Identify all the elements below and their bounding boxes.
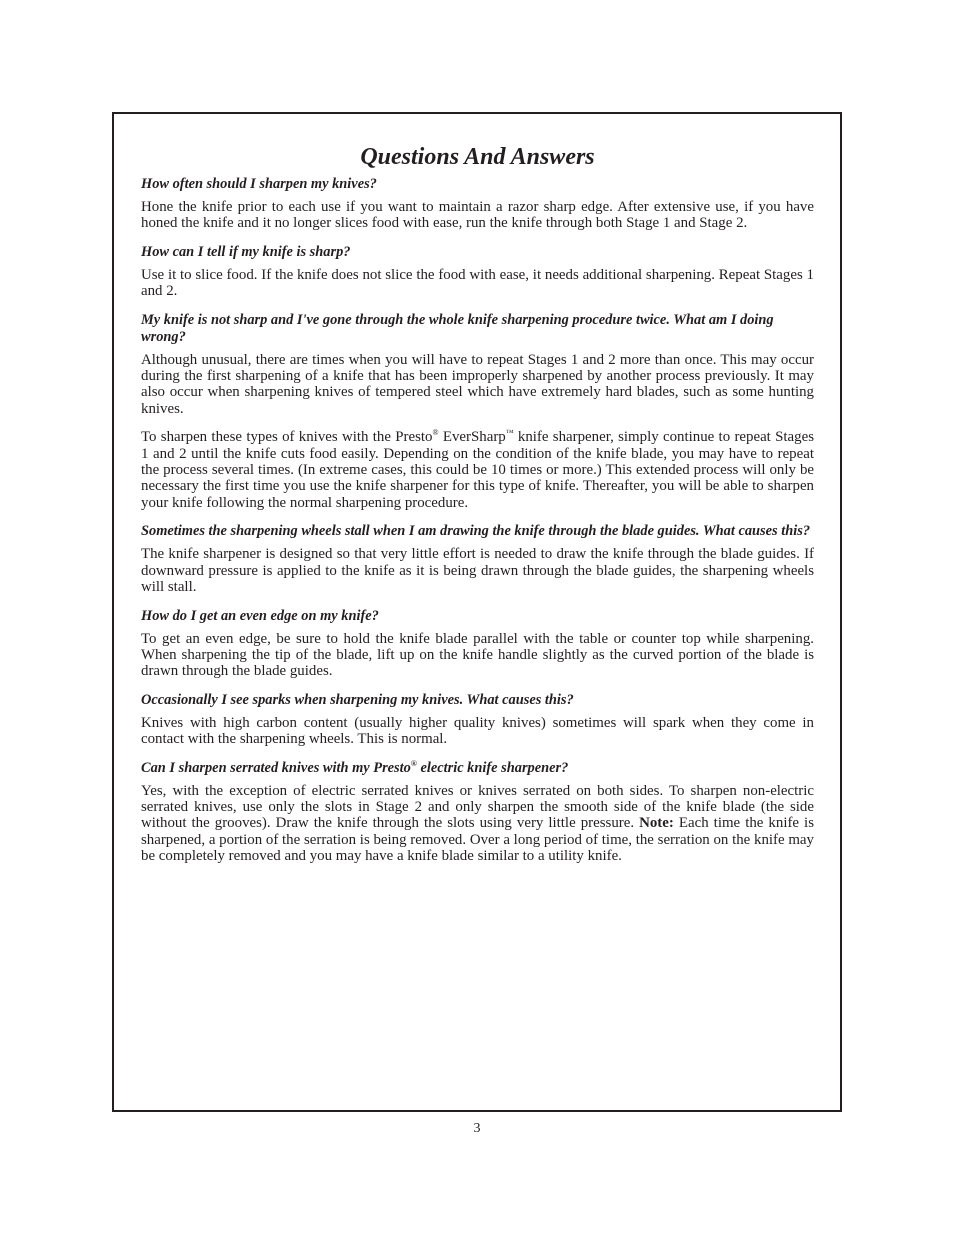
- registered-mark: ®: [432, 428, 439, 438]
- question-1: How often should I sharpen my knives?: [141, 176, 377, 192]
- answer-7: [141, 783, 814, 865]
- question-6: Occasionally I see sparks when sharpening my knives. What causes this?: [141, 691, 574, 708]
- answer-3: Although unusual, there are times when you will have to repeat Stages 1 and 2 more than once. This may occur during the first sharpening of a knife that has been improperly sharpened by another process previously. It may also occur when sharpening knives of tempered steel which have extremely hard blades, such as some hunting knives.: [141, 351, 814, 417]
- question-3: My knife is not sharp and I've gone through the whole knife sharpening procedure twice. What am I doing wrong?: [141, 311, 774, 345]
- answer-3-continued-text-3: knife sharpener, simply continue to repeat Stages 1 and 2 until the knife cuts food easily. Depending on the condition of the knife blade, you may have to repeat the process several times. (In extreme cases, this could be 10 times or more.) This extended process will only be necessary the first time you use the knife sharpener for this type of knife. Thereafter, you will be able to sharpen your knife following the normal sharpening procedure.: [141, 429, 815, 511]
- qa-content: [141, 142, 814, 877]
- answer-2: Use it to slice food. If the knife does not slice the food with ease, it needs additional sharpening. Repeat Stages 1 and 2.: [141, 266, 814, 300]
- question-7-text-1: Can I sharpen serrated knives with my Presto: [141, 759, 411, 776]
- question-7: [141, 760, 814, 777]
- content-frame: [112, 112, 842, 1112]
- question-5: How do I get an even edge on my knife?: [141, 607, 379, 624]
- answer-7-text-1: Yes, with the exception of electric serrated knives or knives serrated on both sides. To sharpen non-electric serrated knives, use only the slots in Stage 2 and only sharpen the smooth side of the knife blade (the side without the grooves). Draw the knife through the slots using very little pressure.: [141, 782, 814, 832]
- answer-1: Hone the knife prior to each use if you want to maintain a razor sharp edge. After extensive use, if you have honed the knife and it no longer slices food with ease, run the knife through both Stage 1 and Stage 2.: [141, 199, 814, 232]
- page-title: Questions And Answers: [360, 144, 595, 170]
- trademark-mark: ™: [505, 428, 514, 438]
- answer-7-text-2: Each time the knife is sharpened, a portion of the serration is being removed. Over a long period of time, the serration on the knife may be completely removed and you may have a knife blade similar to a utility knife.: [141, 815, 814, 865]
- answer-5: To get an even edge, be sure to hold the knife blade parallel with the table or counter top while sharpening. When sharpening the tip of the blade, lift up on the knife handle slightly as the curved portion of the blade is drawn through the blade guides.: [141, 630, 814, 680]
- page-number: 3: [473, 1121, 481, 1136]
- registered-mark: ®: [410, 758, 417, 768]
- question-7-text-2: electric knife sharpener?: [416, 759, 569, 776]
- answer-3-continued: [141, 429, 814, 511]
- answer-3-continued-text-2: EverSharp: [438, 429, 506, 446]
- answer-3-continued-text-1: To sharpen these types of knives with the Presto: [141, 429, 433, 446]
- question-2: How can I tell if my knife is sharp?: [141, 243, 351, 260]
- answer-4: The knife sharpener is designed so that very little effort is needed to draw the knife through the blade guides. If downward pressure is applied to the knife as it is being drawn through the blade guides, the sharpening wheels will stall.: [141, 546, 814, 596]
- answer-6: Knives with high carbon content (usually higher quality knives) sometimes will spark when they come in contact with the sharpening wheels. This is normal.: [141, 714, 814, 748]
- note-label: Note:: [639, 815, 674, 832]
- question-4: Sometimes the sharpening wheels stall when I am drawing the knife through the blade guides. What causes this?: [141, 523, 811, 540]
